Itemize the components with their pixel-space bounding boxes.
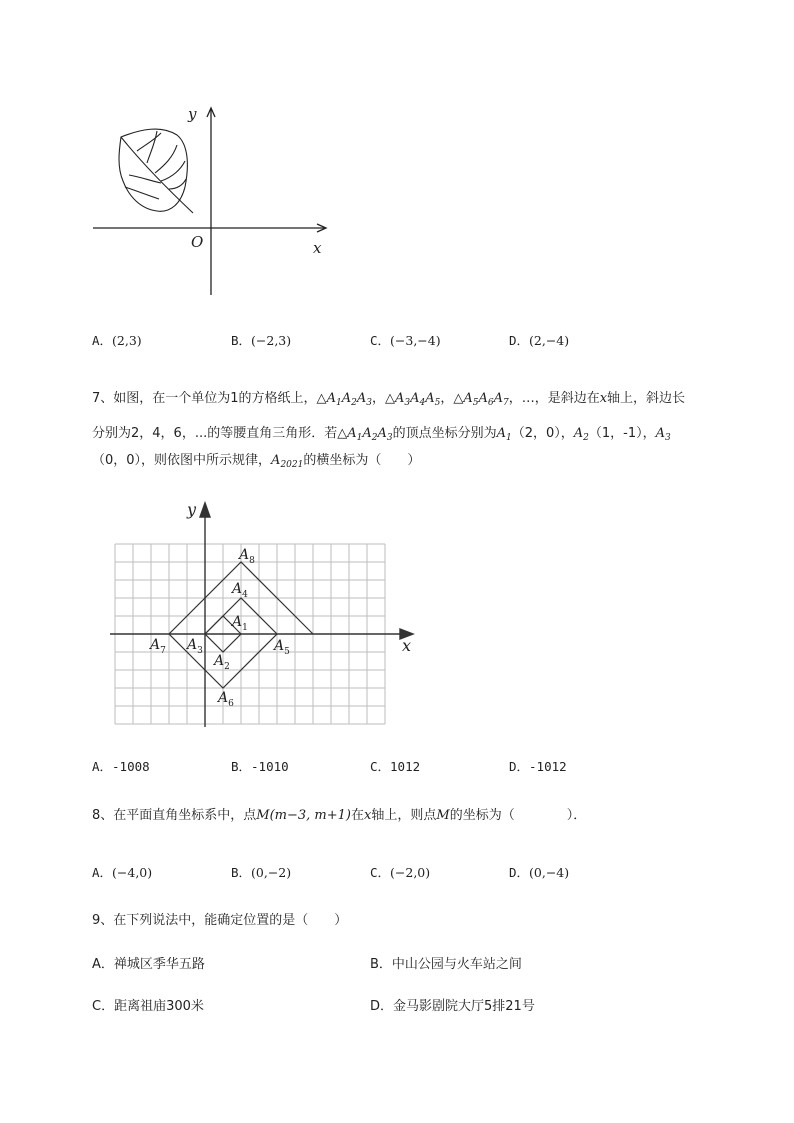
q8-text: 8、在平面直角坐标系中，点M(m−3, m+1)在x轴上，则点M的坐标为（ ）． [92,808,587,823]
q8-option-b[interactable]: B．(0,−2) [231,865,292,880]
q6-option-a[interactable]: A．(2,3) [92,333,142,348]
grid-x-axis-label: x [402,636,412,655]
q9-option-a[interactable]: A．禅城区季华五路 [92,957,205,972]
label-a6: $A_6$ [218,690,234,709]
grid-y-axis-label: y [187,500,197,519]
q7-line-2: 分别为2，4，6，...的等腰直角三角形．若$\triangle A_1A_2A_3$的顶点坐标分别为$A_1(2$，0），$A_2(1$，-1），$A_3$ [92,426,671,443]
q7-option-d[interactable]: D．-1012 [509,759,567,774]
leaf-coordinate-figure [85,95,345,305]
q6-option-c[interactable]: C．(−3,−4) [370,333,441,348]
leaf-drawing [119,129,193,213]
q9-option-d[interactable]: D．金马影剧院大厅5排21号 [370,999,535,1014]
q8-option-c[interactable]: C．(−2,0) [370,865,431,880]
leaf-x-axis-label: x [313,239,322,257]
label-a2: $A_2$ [214,653,230,672]
q7-option-b[interactable]: B．-1010 [231,759,289,774]
q6-option-b[interactable]: B．(−2,3) [231,333,292,348]
leaf-y-axis-label: y [188,105,197,123]
label-a5: $A_5$ [274,638,290,657]
label-a3: $A_3$ [187,637,203,656]
q7-line-1: 7、如图，在一个单位为1的方格纸上，$\triangle A_1A_2A_3$，$\triangle A_3A_4A_5$，$\triangle A_5A_6A_7$，…，是斜边在x轴上，斜边长 [92,391,686,408]
q9-option-b[interactable]: B．中山公园与火车站之间 [370,957,522,972]
leaf-origin-label: O [191,233,204,251]
label-a7: $A_7$ [150,637,166,656]
q7-option-a[interactable]: A．-1008 [92,759,150,774]
q8-option-a[interactable]: A．(−4,0) [92,865,153,880]
q9-text: 9、在下列说法中，能确定位置的是（ ） [92,913,348,928]
q8-option-d[interactable]: D．(0,−4) [509,865,570,880]
q9-option-c[interactable]: C．距离祖庙300米 [92,999,204,1014]
grid-y-axis-arrow-icon [200,503,210,517]
q7-option-c[interactable]: C．1012 [370,759,421,774]
label-a4: $A_4$ [232,581,248,600]
q7-line-3: （0，0），则依图中所示规律，$A_{2021}$的横坐标为（ ） [92,453,421,470]
label-a8: $A_8$ [239,547,255,566]
label-a1: $A_1$ [232,614,248,633]
q6-option-d[interactable]: D．(2,−4) [509,333,570,348]
grid-triangle-figure [110,495,430,740]
